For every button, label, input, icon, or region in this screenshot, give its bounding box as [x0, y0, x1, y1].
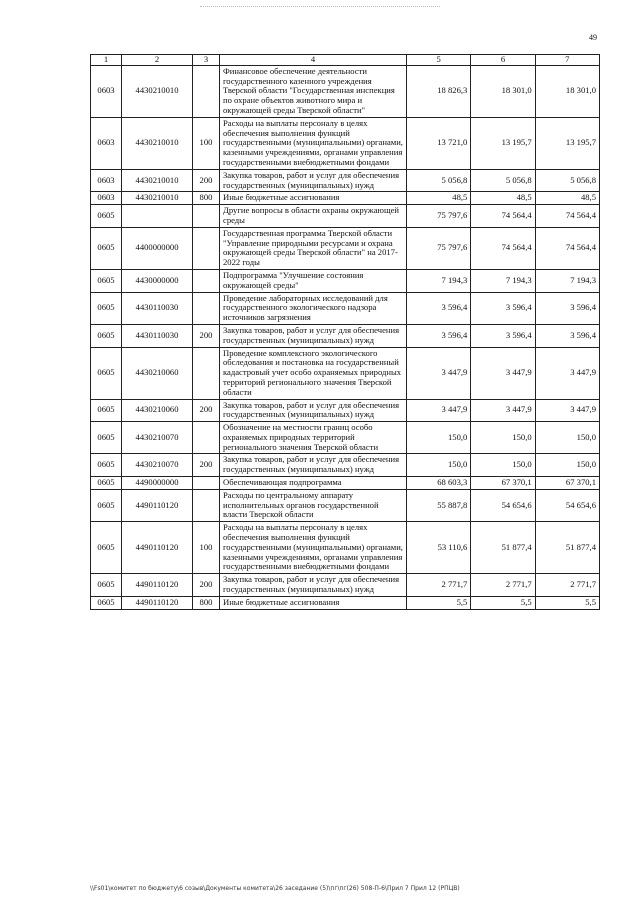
table-cell-c6: 74 564,4	[471, 205, 535, 228]
table-cell-c6: 74 564,4	[471, 227, 535, 269]
table-cell-c1: 0605	[91, 596, 122, 609]
table-cell-c4: Другие вопросы в области охраны окружающей среды	[220, 205, 407, 228]
table-row	[91, 477, 600, 490]
table-row	[91, 65, 600, 117]
table-cell-c7: 5 056,8	[535, 169, 599, 192]
table-cell-c6: 7 194,3	[471, 269, 535, 292]
table-cell-c7: 3 447,9	[535, 399, 599, 422]
table-cell-c5: 5,5	[407, 596, 471, 609]
table-cell-c6: 2 771,7	[471, 574, 535, 597]
table-cell-c3: 200	[193, 169, 220, 192]
table-cell-c4: Закупка товаров, работ и услуг для обеспечения государственных (муниципальных) нужд	[220, 399, 407, 422]
column-header: 2	[122, 55, 193, 66]
table-cell-c6: 67 370,1	[471, 477, 535, 490]
table-cell-c6: 3 596,4	[471, 324, 535, 347]
table-cell-c7: 18 301,0	[535, 65, 599, 117]
table-cell-c3: 800	[193, 192, 220, 205]
table-cell-c4: Государственная программа Тверской области "Управление природными ресурсами и охрана окружающей среды Тверской области" на 2017-2022 годы	[220, 227, 407, 269]
table-cell-c7: 54 654,6	[535, 489, 599, 521]
table-row	[91, 522, 600, 574]
table-cell-c3	[193, 477, 220, 490]
page-number: 49	[589, 33, 597, 42]
table-cell-c1: 0603	[91, 192, 122, 205]
table-cell-c4: Закупка товаров, работ и услуг для обеспечения государственных (муниципальных) нужд	[220, 454, 407, 477]
column-header: 5	[407, 55, 471, 66]
table-cell-c3	[193, 347, 220, 399]
table-cell-c5: 3 447,9	[407, 347, 471, 399]
table-cell-c1: 0605	[91, 477, 122, 490]
table-cell-c1: 0605	[91, 269, 122, 292]
table-body	[91, 65, 600, 609]
table-cell-c1: 0605	[91, 399, 122, 422]
table-cell-c4: Иные бюджетные ассигнования	[220, 192, 407, 205]
table-row	[91, 205, 600, 228]
table-cell-c6: 150,0	[471, 454, 535, 477]
footer-file-path: \\Fs01\комитет по бюджету\6 созыв\Документы комитета\26 заседание (5)\пг\пг(26) 508-П-6\Прил 7 Прил 12 (РПЦВ)	[90, 885, 460, 892]
table-cell-c5: 150,0	[407, 422, 471, 454]
table-row	[91, 269, 600, 292]
table-cell-c4: Обозначение на местности границ особо охраняемых природных территорий регионального значения Тверской области	[220, 422, 407, 454]
table-cell-c3: 100	[193, 117, 220, 169]
table-cell-c6: 150,0	[471, 422, 535, 454]
table-cell-c5: 48,5	[407, 192, 471, 205]
table-cell-c2: 4490110120	[122, 596, 193, 609]
table-row	[91, 227, 600, 269]
table-row	[91, 399, 600, 422]
table-cell-c3: 200	[193, 324, 220, 347]
table-cell-c2: 4490110120	[122, 574, 193, 597]
header-row	[91, 55, 600, 66]
table-cell-c2: 4430210010	[122, 117, 193, 169]
table-cell-c4: Финансовое обеспечение деятельности государственного казенного учреждения Тверской области "Государственная инспекция по охране объектов животного мира и окружающей среды Тверской области"	[220, 65, 407, 117]
table-cell-c1: 0605	[91, 522, 122, 574]
table-cell-c7: 150,0	[535, 422, 599, 454]
table-cell-c2: 4490000000	[122, 477, 193, 490]
table-cell-c2: 4430210070	[122, 454, 193, 477]
table-cell-c6: 13 195,7	[471, 117, 535, 169]
scan-artifact	[200, 6, 440, 8]
table-cell-c7: 150,0	[535, 454, 599, 477]
table-cell-c5: 13 721,0	[407, 117, 471, 169]
table-row	[91, 292, 600, 324]
table-cell-c3	[193, 292, 220, 324]
table-row	[91, 422, 600, 454]
table-cell-c5: 3 447,9	[407, 399, 471, 422]
table-cell-c4: Закупка товаров, работ и услуг для обеспечения государственных (муниципальных) нужд	[220, 324, 407, 347]
table-row	[91, 596, 600, 609]
table-cell-c1: 0603	[91, 169, 122, 192]
table-cell-c6: 18 301,0	[471, 65, 535, 117]
table-cell-c3	[193, 227, 220, 269]
table-cell-c5: 75 797,6	[407, 227, 471, 269]
table-cell-c7: 5,5	[535, 596, 599, 609]
table-cell-c4: Подпрограмма "Улучшение состояния окружающей среды"	[220, 269, 407, 292]
table-cell-c5: 18 826,3	[407, 65, 471, 117]
column-header: 6	[471, 55, 535, 66]
table-cell-c2: 4430210010	[122, 192, 193, 205]
table-cell-c2: 4430000000	[122, 269, 193, 292]
table-cell-c3: 100	[193, 522, 220, 574]
table-cell-c3: 200	[193, 574, 220, 597]
table-cell-c1: 0605	[91, 227, 122, 269]
table-cell-c2: 4430210060	[122, 347, 193, 399]
table-cell-c6: 5 056,8	[471, 169, 535, 192]
table-cell-c2: 4400000000	[122, 227, 193, 269]
table-cell-c6: 54 654,6	[471, 489, 535, 521]
table-cell-c3	[193, 205, 220, 228]
table-row	[91, 347, 600, 399]
table-cell-c3: 800	[193, 596, 220, 609]
table-cell-c1: 0603	[91, 65, 122, 117]
table-row	[91, 169, 600, 192]
table-cell-c4: Закупка товаров, работ и услуг для обеспечения государственных (муниципальных) нужд	[220, 574, 407, 597]
table-cell-c3: 200	[193, 399, 220, 422]
table-cell-c2: 4430210060	[122, 399, 193, 422]
table-cell-c6: 3 447,9	[471, 399, 535, 422]
table-cell-c1: 0605	[91, 454, 122, 477]
table-cell-c6: 48,5	[471, 192, 535, 205]
table-cell-c2: 4430110030	[122, 292, 193, 324]
table-cell-c4: Проведение лабораторных исследований для государственного экологического надзора источников загрязнения	[220, 292, 407, 324]
table-cell-c1: 0605	[91, 205, 122, 228]
table-cell-c5: 5 056,8	[407, 169, 471, 192]
table-cell-c3	[193, 65, 220, 117]
table-cell-c1: 0605	[91, 292, 122, 324]
table-row	[91, 117, 600, 169]
table-cell-c5: 53 110,6	[407, 522, 471, 574]
table-cell-c7: 7 194,3	[535, 269, 599, 292]
table-cell-c6: 51 877,4	[471, 522, 535, 574]
table-row	[91, 489, 600, 521]
column-header: 7	[535, 55, 599, 66]
table-cell-c1: 0605	[91, 347, 122, 399]
table-cell-c5: 3 596,4	[407, 324, 471, 347]
table-cell-c2: 4430110030	[122, 324, 193, 347]
table-cell-c3	[193, 269, 220, 292]
table-cell-c2	[122, 205, 193, 228]
table-cell-c1: 0605	[91, 574, 122, 597]
column-header: 1	[91, 55, 122, 66]
table-cell-c7: 3 596,4	[535, 324, 599, 347]
table-cell-c1: 0605	[91, 324, 122, 347]
table-cell-c4: Расходы на выплаты персоналу в целях обеспечения выполнения функций государственными (муниципальными) органами, казенными учреждениями, органами управления государственными внебюджетными фондами	[220, 522, 407, 574]
table-row	[91, 574, 600, 597]
table-cell-c7: 67 370,1	[535, 477, 599, 490]
table-cell-c5: 7 194,3	[407, 269, 471, 292]
table-cell-c5: 68 603,3	[407, 477, 471, 490]
table-cell-c7: 13 195,7	[535, 117, 599, 169]
table-cell-c6: 3 447,9	[471, 347, 535, 399]
table-cell-c4: Обеспечивающая подпрограмма	[220, 477, 407, 490]
table-cell-c7: 74 564,4	[535, 227, 599, 269]
table-cell-c4: Проведение комплексного экологического обследования и постановка на государственный кадастровый учет особо охраняемых природных территорий регионального значения Тверской области	[220, 347, 407, 399]
table-cell-c7: 74 564,4	[535, 205, 599, 228]
table-row	[91, 192, 600, 205]
table-cell-c2: 4430210010	[122, 65, 193, 117]
table-cell-c4: Расходы по центральному аппарату исполнительных органов государственной власти Тверской области	[220, 489, 407, 521]
table-cell-c6: 5,5	[471, 596, 535, 609]
table-cell-c7: 48,5	[535, 192, 599, 205]
table-cell-c4: Закупка товаров, работ и услуг для обеспечения государственных (муниципальных) нужд	[220, 169, 407, 192]
table-cell-c5: 75 797,6	[407, 205, 471, 228]
table-cell-c2: 4490110120	[122, 489, 193, 521]
table-cell-c7: 3 447,9	[535, 347, 599, 399]
table-cell-c7: 2 771,7	[535, 574, 599, 597]
table-cell-c2: 4430210070	[122, 422, 193, 454]
table-cell-c5: 55 887,8	[407, 489, 471, 521]
table-cell-c2: 4430210010	[122, 169, 193, 192]
table-cell-c7: 51 877,4	[535, 522, 599, 574]
table-row	[91, 454, 600, 477]
table-cell-c2: 4490110120	[122, 522, 193, 574]
table-cell-c3: 200	[193, 454, 220, 477]
table-cell-c1: 0605	[91, 422, 122, 454]
table-cell-c5: 150,0	[407, 454, 471, 477]
table-cell-c5: 2 771,7	[407, 574, 471, 597]
table-cell-c4: Расходы на выплаты персоналу в целях обеспечения выполнения функций государственными (муниципальными) органами, казенными учреждениями, органами управления государственными внебюджетными фондами	[220, 117, 407, 169]
table-row	[91, 324, 600, 347]
table-cell-c3	[193, 422, 220, 454]
table-cell-c3	[193, 489, 220, 521]
table-cell-c7: 3 596,4	[535, 292, 599, 324]
budget-table	[90, 54, 600, 610]
column-header: 4	[220, 55, 407, 66]
table-cell-c1: 0605	[91, 489, 122, 521]
column-header: 3	[193, 55, 220, 66]
table-cell-c5: 3 596,4	[407, 292, 471, 324]
table-cell-c4: Иные бюджетные ассигнования	[220, 596, 407, 609]
table-cell-c6: 3 596,4	[471, 292, 535, 324]
table-cell-c1: 0603	[91, 117, 122, 169]
